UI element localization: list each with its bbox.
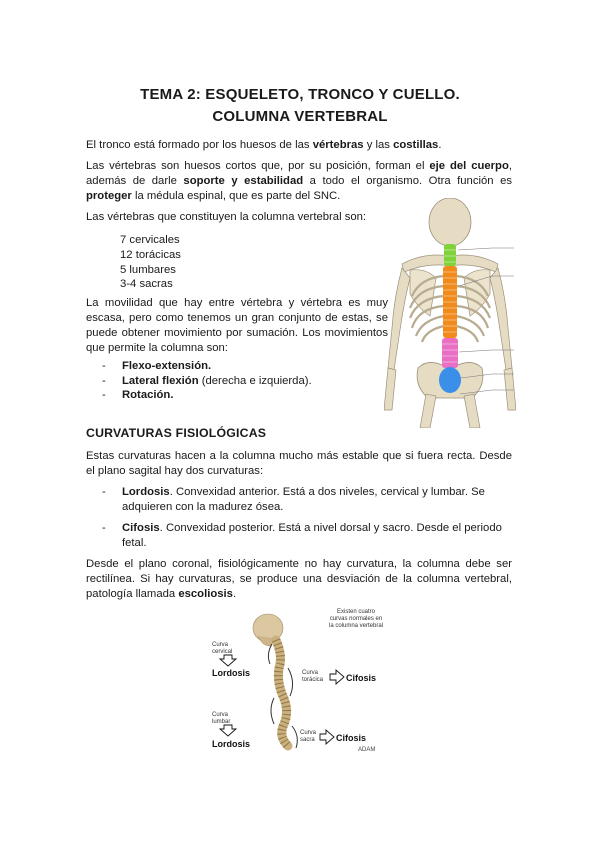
cifosis-label: Cifosis <box>336 733 367 743</box>
list-item: 12 torácicas <box>120 248 181 261</box>
vertebrae-list <box>120 233 181 292</box>
skull-icon <box>429 198 471 246</box>
list-item: - Cifosis. Convexidad posterior. Está a nivel dorsal y sacro. Desde el periodo fetal. <box>102 522 502 549</box>
page-title: TEMA 2: ESQUELETO, TRONCO Y CUELLO. <box>140 86 460 103</box>
sacral-segment <box>439 367 461 393</box>
arrow-down-icon <box>220 725 236 736</box>
section-heading: CURVATURAS FISIOLÓGICAS <box>86 426 267 440</box>
toracica-label: torácica <box>302 677 324 683</box>
sacra-label: sacra <box>300 737 315 743</box>
page-subtitle: COLUMNA VERTEBRAL <box>212 108 388 125</box>
list-item: 3-4 sacras <box>120 278 173 291</box>
list-item: 7 cervicales <box>120 234 180 246</box>
arrow-right-icon <box>330 670 344 684</box>
lumbar-label: Curva <box>212 712 229 718</box>
arrow-right-icon <box>320 730 334 744</box>
toracica-label: Curva <box>302 670 319 676</box>
lumbar-label: lumbar <box>212 719 231 725</box>
caption-line: curvas normales en <box>329 616 383 622</box>
list-item: 5 lumbares <box>120 263 176 276</box>
arrow-down-icon <box>220 655 236 666</box>
intro-paragraph: El tronco está formado por los huesos de las vértebras y las costillas. <box>86 139 442 151</box>
list-item: - Lordosis. Convexidad anterior. Está a dos niveles, cervical y lumbar. Se adquieren con la madurez ósea. <box>102 486 485 513</box>
cervical-label: cervical <box>212 649 233 655</box>
vertebrae-paragraph: Las vértebras son huesos cortos que, por su posición, forman el eje del cuerpo, además de darle soporte y estabilidad a todo el organismo. Otra función es proteger la médula espinal, que es parte del SNC. <box>86 160 512 202</box>
cifosis-label: Cifosis <box>346 673 377 683</box>
lordosis-label: Lordosis <box>212 668 251 678</box>
lordosis-label: Lordosis <box>212 739 251 749</box>
cervical-segment <box>444 244 456 266</box>
vertebrae-intro: Las vértebras que constituyen la columna vertebral son: <box>86 211 367 223</box>
skeleton-back-illustration <box>384 198 516 428</box>
mobility-paragraph: La movilidad que hay entre vértebra y vértebra es muy escasa, pero como tenemos un gran conjunto de estas, se puede obtener movimiento por sumación. Los movimientos que permite la columna son: <box>86 297 388 354</box>
caption-line: la columna vertebral <box>328 623 384 629</box>
sacra-label: Curva <box>300 730 317 736</box>
spine-curvature-diagram <box>208 606 394 756</box>
caption-line: Existen cuatro <box>336 609 376 615</box>
scoliosis-paragraph: Desde el plano coronal, fisiológicamente no hay curvatura, la columna debe ser rectilínea. Si hay curvaturas, se produce una desviación de la columna vertebral, patología llamada escoliosis. <box>86 558 512 600</box>
credit-label: ADAM <box>358 747 376 753</box>
cervical-label: Curva <box>212 642 229 648</box>
lumbar-segment <box>442 338 458 368</box>
curvatures-paragraph: Estas curvaturas hacen a la columna mucho más estable que si fuera recta. Desde el plano sagital hay dos curvaturas: <box>86 450 512 477</box>
